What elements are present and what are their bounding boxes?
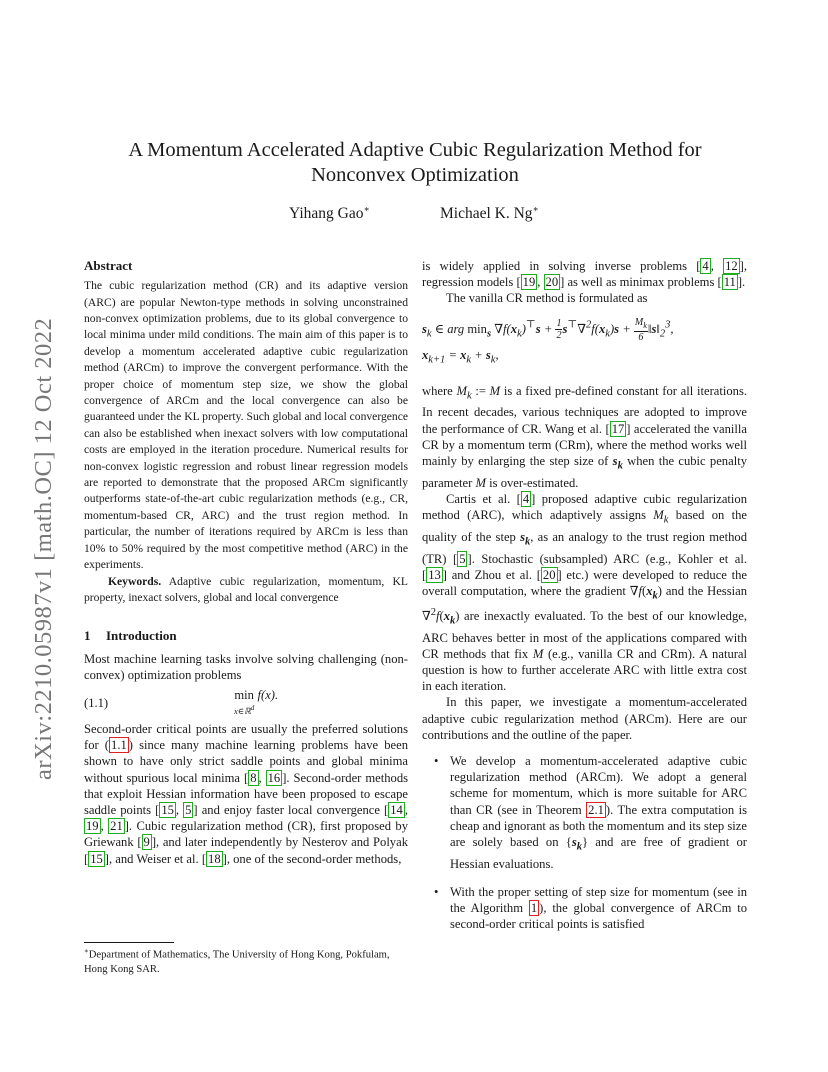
right-paragraph-1: is widely applied in solving inverse problems [ 4 , 12 ], regression models [ 19 , 20 ] as well as minimax problems [ 11 ]. [422,259,747,290]
citation-link[interactable]: 14 [390,802,403,817]
equation-1-1: (1.1) min x∈ℝ$^d$ f(x). [84,687,279,716]
citation-link[interactable]: 11 [723,275,736,290]
citation-link[interactable]: 16 [267,770,281,785]
author-1: Yihang Gao∗ [289,204,370,222]
arxiv-identifier: arXiv:2210.05987v1 [math.OC] 12 Oct 2022 [30,317,57,780]
right-paragraph-3: where $M_k$ := M is a fixed pre-defined constant for all iterations. In recent decades, various techniques are adopted to improve the performance of CR. Wang et al. [ 17 ] accelerated the vanilla CR by a momentum term (CRm), where the method works well mainly by enlarging the step size of $s_k$ when the cubic penalty parameter M is over-estimated. [422,383,747,490]
equation-number: (1.1) [84,695,109,710]
author-2: Michael K. Ng∗ [440,204,539,222]
algorithm-link[interactable]: 1 [530,901,538,916]
paper-title: A Momentum Accelerated Adaptive Cubic Regularization Method for Nonconvex Optimization [128,139,702,186]
list-item: • With the proper setting of step size for momentum (see in the Algorithm 1 ), the global convergence of ARCm to second-order critical points is satisfied [434,884,748,932]
intro-paragraph-1: Most machine learning tasks involve solving challenging (non-convex) optimization problems [84,651,408,682]
citation-link[interactable]: 15 [161,802,174,817]
abstract-text: The cubic regularization method (CR) and its adaptive version (ARC) are popular Newton-type methods in solving unconstrained non-convex optimization problems, due to its global convergence to local minima under mild conditions. The main aim of this paper is to develop a momentum accelerated adaptive cubic regularization method (ARCm) to improve the convergent performance. With the proper choice of momentum step size, we show the global convergence of ARCm and the local convergence can also be guaranteed under the KL property. Such global and local convergence can also be established when inexact solvers with low computational costs are employed in the iteration procedure. Numerical results for non-convex logistic regression and robust linear regression models are reported to demonstrate that the proposed ARCm significantly outperforms state-of-the-art cubic regularization methods (e.g., CR, momentum-based CR, ARC) and the trust region method. In particular, the number of iterations required by ARCm is less than 10% to 50% required by the most competitive method (ARC) in the experiments. [84,279,408,572]
citation-link[interactable]: 4 [702,259,709,273]
equation-link[interactable]: 1.1 [111,738,127,753]
citation-link[interactable]: 18 [208,851,221,866]
theorem-link[interactable]: 2.1 [588,802,604,817]
citation-link[interactable]: 20 [545,275,559,290]
right-paragraph-2: The vanilla CR method is formulated as [446,291,648,306]
citation-link[interactable]: 19 [86,819,99,834]
citation-link[interactable]: 13 [428,567,441,582]
footnote-rule [84,942,174,943]
left-column [84,258,408,867]
cr-update-equations: $s_k$ ∈ arg $\min_s \nabla f(x_k)^⊤s$ + $\frac{1}{2}$ $s^⊤\nabla^2f(x_k)s$ + $\frac{M_k}{6}$ $‖s‖_2^3$, $x_{k+1} = x_k + s_k$, [422,316,674,366]
section-heading-introduction: 1 Introduction [84,628,177,644]
citation-link[interactable]: 5 [185,802,192,817]
citation-link[interactable]: 15 [90,851,103,866]
right-paragraph-5: In this paper, we investigate a momentum-accelerated adaptive cubic regularization method (ARCm). Here are our contributions and the outline of the paper. [422,695,747,742]
keywords: Keywords. Adaptive cubic regularization, momentum, KL property, inexact solvers, global and local convergence [84,574,408,604]
citation-link[interactable]: 12 [725,259,738,273]
right-column [422,258,747,945]
abstract-heading: Abstract [84,258,133,273]
footnote: ∗Department of Mathematics, The University of Hong Kong, Pokfulam, Hong Kong SAR. [84,947,390,975]
citation-link[interactable]: 5 [459,551,466,566]
right-paragraph-4: Cartis et al. [ 4 ] proposed adaptive cubic regularization method (ARC), which adaptively assigns $M_k$ based on the quality of the step $s_k$, as an analogy to the trust region method (TR) [ 5 ]. Stochastic (subsampled) ARC (e.g., Kohler et al. [ 13 ] and Zhou et al. [ 20 ] etc.) were developed to reduce the overall computation, where the gradient $\nabla f(x_k)$ and the Hessian $\nabla^2f(x_k)$ are inexactly evaluated. To the best of our knowledge, ARC behaves better in most of the applications compared with CR methods that fix M (e.g., vanilla CR and CRm). A natural question is how to further accelerate ARC with little extra cost in each iteration. [422,491,748,694]
citation-link[interactable]: 17 [611,421,625,436]
citation-link[interactable]: 19 [522,275,536,290]
citation-link[interactable]: 9 [143,835,150,850]
citation-link[interactable]: 20 [542,567,556,582]
citation-link[interactable]: 21 [110,819,123,834]
citation-link[interactable]: 4 [522,491,530,506]
intro-paragraph-2: Second-order critical points are usually the preferred solutions for ( 1.1 ) since many machine learning problems have been shown to have only strict saddle points and global minima without spurious local minima [ 8 , 16 ]. Second-order methods that exploit Hessian information have been proposed to escape saddle points [ 15 , 5 ] and enjoy faster local convergence [ 14 , 19 , 21 ]. Cubic regularization method (CR), first proposed by Griewank [ 9 ], and later independently by Nesterov and Polyak [ 15 ], and Weiser et al. [ 18 ], one of the second-order methods, [84,721,409,866]
list-item: • We develop a momentum-accelerated adaptive cubic regularization method (ARCm). We adopt a general scheme for momentum, which is more suitable for ARC than CR (see in Theorem 2.1 ). The extra computation is cheap and ignorant as both the momentum and its step size are solely based on $\{s_k\}$ and are free of gradient or Hessian evaluations. [434,753,748,871]
citation-link[interactable]: 8 [250,770,257,785]
contributions-list [422,753,747,933]
